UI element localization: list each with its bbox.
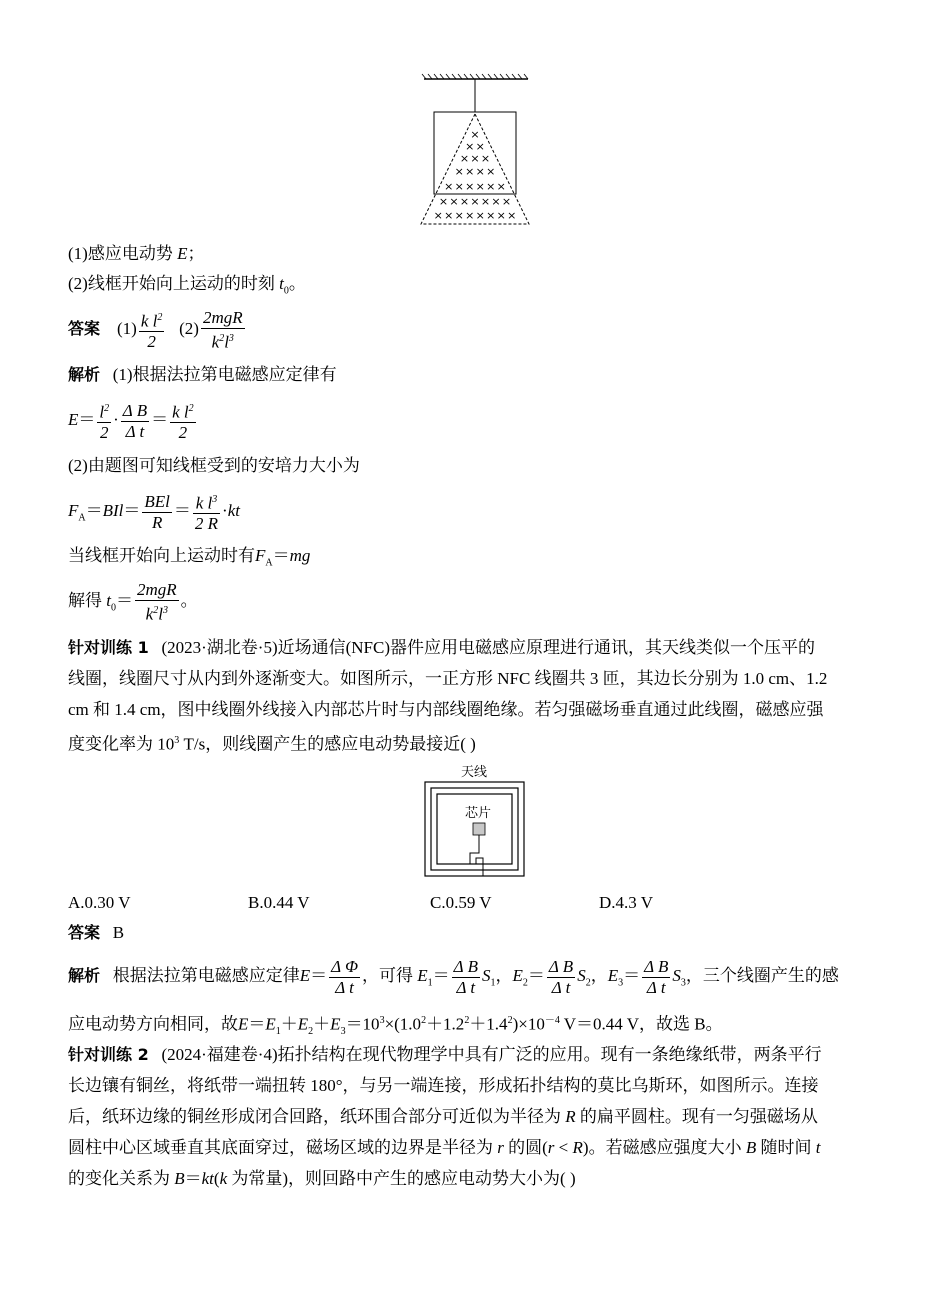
field-cross-mark: × (449, 195, 459, 208)
field-cross-mark: × (444, 209, 454, 222)
field-cross-mark: × (465, 180, 475, 193)
training-1-analysis-l1: 解析 根据法拉第电磁感应定律E＝ $\frac{\text{Δ Φ}}{\text{Δ t}}$ ，可得 $E_1=$ $\frac{\text{Δ B}}{\text{Δ t}}$ $S_1$，$E_2=$ $\frac{\text{Δ B}}{\text{Δ t}}$ $S_2$，$E_3=$ $\frac{\text{Δ B}}{\text{Δ t}}$ $S_3$，三个线圈产生的感 (68, 956, 839, 997)
fig-antenna-label: 天线 (460, 765, 488, 780)
field-cross-mark: × (486, 180, 496, 193)
field-cross-mark: × (475, 209, 485, 222)
field-cross-mark: × (486, 209, 496, 222)
field-cross-mark: × (459, 152, 470, 165)
field-cross-mark: × (480, 152, 491, 165)
field-cross-mark: × (491, 195, 501, 208)
field-cross-mark: × (470, 195, 480, 208)
training-1-question: 针对训练 1 (2023·湖北卷·5)近场通信(NFC)器件应用电磁感应原理进行通讯，其天线类似一个压平的 线圈，线圈尺寸从内到外逐渐变大。如图所示，一正方形 NFC 线圈共 3 匝，其边长分别为 1.0 cm、1.2 cm 和 1.4 cm，图中线圈外线接入内部芯片时与内部线圈绝缘。若匀强磁场垂直通过此线圈，磁感应强 度变化率为 $10^3$ T/s，则线圈产生的感应电动势最接近( ) (68, 638, 828, 754)
field-cross-mark: × (465, 209, 475, 222)
analysis-3: 当线框开始向上运动时有$F_A=mg$ (68, 546, 311, 569)
field-cross-mark: × (496, 209, 506, 222)
formula-emf: E＝ $\frac{l^2}{2}$ · $\frac{\text{Δ B}}{\text{Δ t}}$ ＝ $\frac{k l^2}{2}$ (68, 400, 194, 443)
training-1-answer: 答案 B (68, 923, 125, 942)
analysis-1: 解析 (1)根据法拉第电磁感应定律有 (68, 365, 337, 384)
question-2: (2)线框开始向上运动的时刻 $t_0$。 (68, 274, 306, 297)
option-b[interactable]: B.0.44 V (248, 893, 310, 912)
fig-chip-label: 芯片 (464, 806, 492, 821)
option-c[interactable]: C.0.59 V (430, 893, 492, 912)
training-1-analysis-l2: 应电动势方向相同，故$E=E_1+E_2+E_3=10^3\times(1.0^2+1.2^2+1.4^2)\times 10^{-4}$ V＝0.44 V，故选 B。 (68, 1014, 723, 1038)
field-cross-mark: × (459, 195, 470, 208)
field-cross-mark: × (475, 140, 485, 153)
field-cross-mark: × (470, 152, 480, 165)
field-cross-mark: × (470, 128, 480, 141)
formula-force: $F_A=BIl=$ $\frac{\text{BEl}}{R}$ ＝ $\frac{k l^3}{2 R}$ ·kt (68, 491, 240, 534)
field-cross-mark: × (433, 209, 443, 222)
question-1: (1)感应电动势 E； (68, 244, 205, 263)
field-cross-mark: × (475, 165, 485, 178)
figure-nfc-coil (418, 763, 530, 881)
field-cross-mark: × (454, 165, 464, 178)
option-a[interactable]: A.0.30 V (68, 893, 131, 912)
field-cross-mark: × (507, 209, 517, 222)
field-cross-mark: × (496, 180, 506, 193)
field-cross-mark: × (486, 165, 496, 178)
option-d[interactable]: D.4.3 V (599, 893, 653, 912)
field-cross-mark: × (454, 209, 464, 222)
field-cross-mark: × (475, 180, 485, 193)
field-cross-mark: × (465, 165, 475, 178)
answer-1: 答案 (1) $\frac{k l^2}{2}$ (2) $\frac{\text{2mgR}}{k^2l^3}$ (68, 307, 243, 352)
field-cross-mark: × (438, 195, 449, 208)
figure-hanging-frame (418, 72, 534, 232)
field-cross-mark: × (444, 180, 454, 193)
field-cross-mark: × (501, 195, 512, 208)
field-cross-mark: × (480, 195, 491, 208)
field-cross-mark: × (454, 180, 464, 193)
training-2-question: 针对训练 2 (2024·福建卷·4)拓扑结构在现代物理学中具有广泛的应用。现有一条绝缘纸带，两条平行 长边镶有铜丝，将纸带一端扭转 180°，与另一端连接，形成拓扑结构的莫比乌斯环，如图所示。连接 后，纸环边缘的铜丝形成闭合回路，纸环围合部分可近似为半径为 R 的扁平圆柱。现有一匀强磁场从 圆柱中心区域垂直其底面穿过，磁场区域的边界是半径为 r 的圆(r < R)。若磁感应强度大小 B 随时间 t 的变化关系为 B＝kt(k 为常量)，则回路中产生的感应电动势大小为( ) (68, 1045, 822, 1188)
analysis-4: 解得 $t_0=$ $\frac{\text{2mgR}}{k^2l^3}$ 。 (68, 579, 198, 624)
field-cross-mark: × (465, 140, 475, 153)
analysis-2: (2)由题图可知线框受到的安培力大小为 (68, 456, 360, 475)
